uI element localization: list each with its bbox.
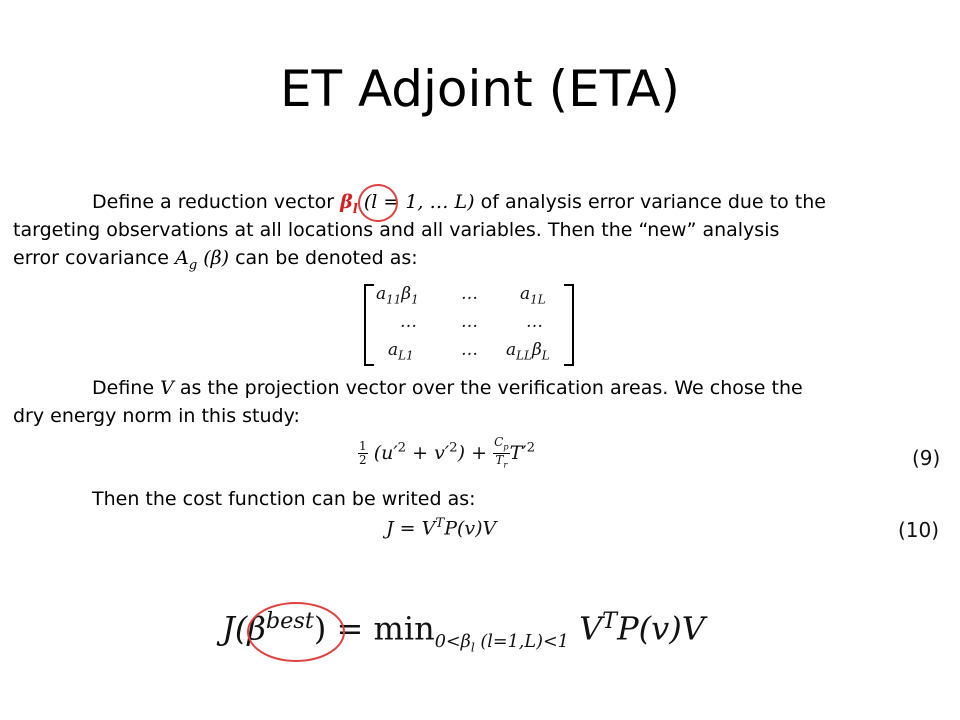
equation-9: $\frac{1}{2}$ $(u'^2 + v'^2)$ + $\frac{C_p}{T_r}$ $T'^2$ [359,435,536,470]
paragraph-line-2: targeting observations at all locations and all variables. Then the “new” analysis [13,219,780,241]
fraction-cp-tr: $\frac{C_p}{T_r}$ [494,435,509,470]
matrix-r3c2: … [461,340,478,360]
optimal-beta-equation: $J(\beta^{best}) = \min_{0<\beta_l (l=1,L)<1} V^TP(v)V$ [222,608,705,655]
matrix-r1c3: $a_{1L}$ [520,284,546,307]
paragraph-projection-vector: Define V as the projection vector over the verification areas. We chose the [92,377,803,399]
matrix-right-bracket [564,284,574,366]
equation-10-number: (10) [898,518,940,542]
para1-range: (l = 1, … L) [357,191,481,213]
paragraph-cost-function: Then the cost function can be writed as: [92,488,476,510]
matrix-r3c3: $a_{LL}\beta_L$ [506,340,550,363]
A-g-symbol: $A_g$ [174,247,198,273]
matrix-r1c2: … [461,284,478,304]
para1-rest: of analysis error variance due to the [480,191,826,213]
matrix-r2c3: … [526,312,543,332]
paragraph-dry-energy: dry energy norm in this study: [13,405,300,427]
equation-9-number: (9) [912,446,941,470]
beta-l-symbol: $\beta_l$ [340,191,358,217]
slide-title: ET Adjoint (ETA) [279,60,681,118]
matrix-r2c1: … [400,312,417,332]
highlight-circle-beta [358,184,398,222]
matrix-left-bracket [364,284,374,366]
matrix-r2c2: … [461,312,478,332]
highlight-circle-beta-best [247,602,345,662]
fraction-half: $\frac{1}{2}$ [359,439,367,468]
para1-lead: Define a reduction vector [92,191,341,213]
paragraph-line-3: error covariance $A_g$ (β) can be denoted as: [13,247,418,273]
matrix-r1c1: $a_{11}\beta_1$ [376,284,419,307]
covariance-matrix [364,282,574,366]
matrix-r3c1: $a_{L1}$ [388,340,414,363]
equation-10: $J = V^TP(v)V$ [386,516,497,540]
paragraph-reduction-vector [92,189,826,219]
V-symbol: V [160,377,174,399]
